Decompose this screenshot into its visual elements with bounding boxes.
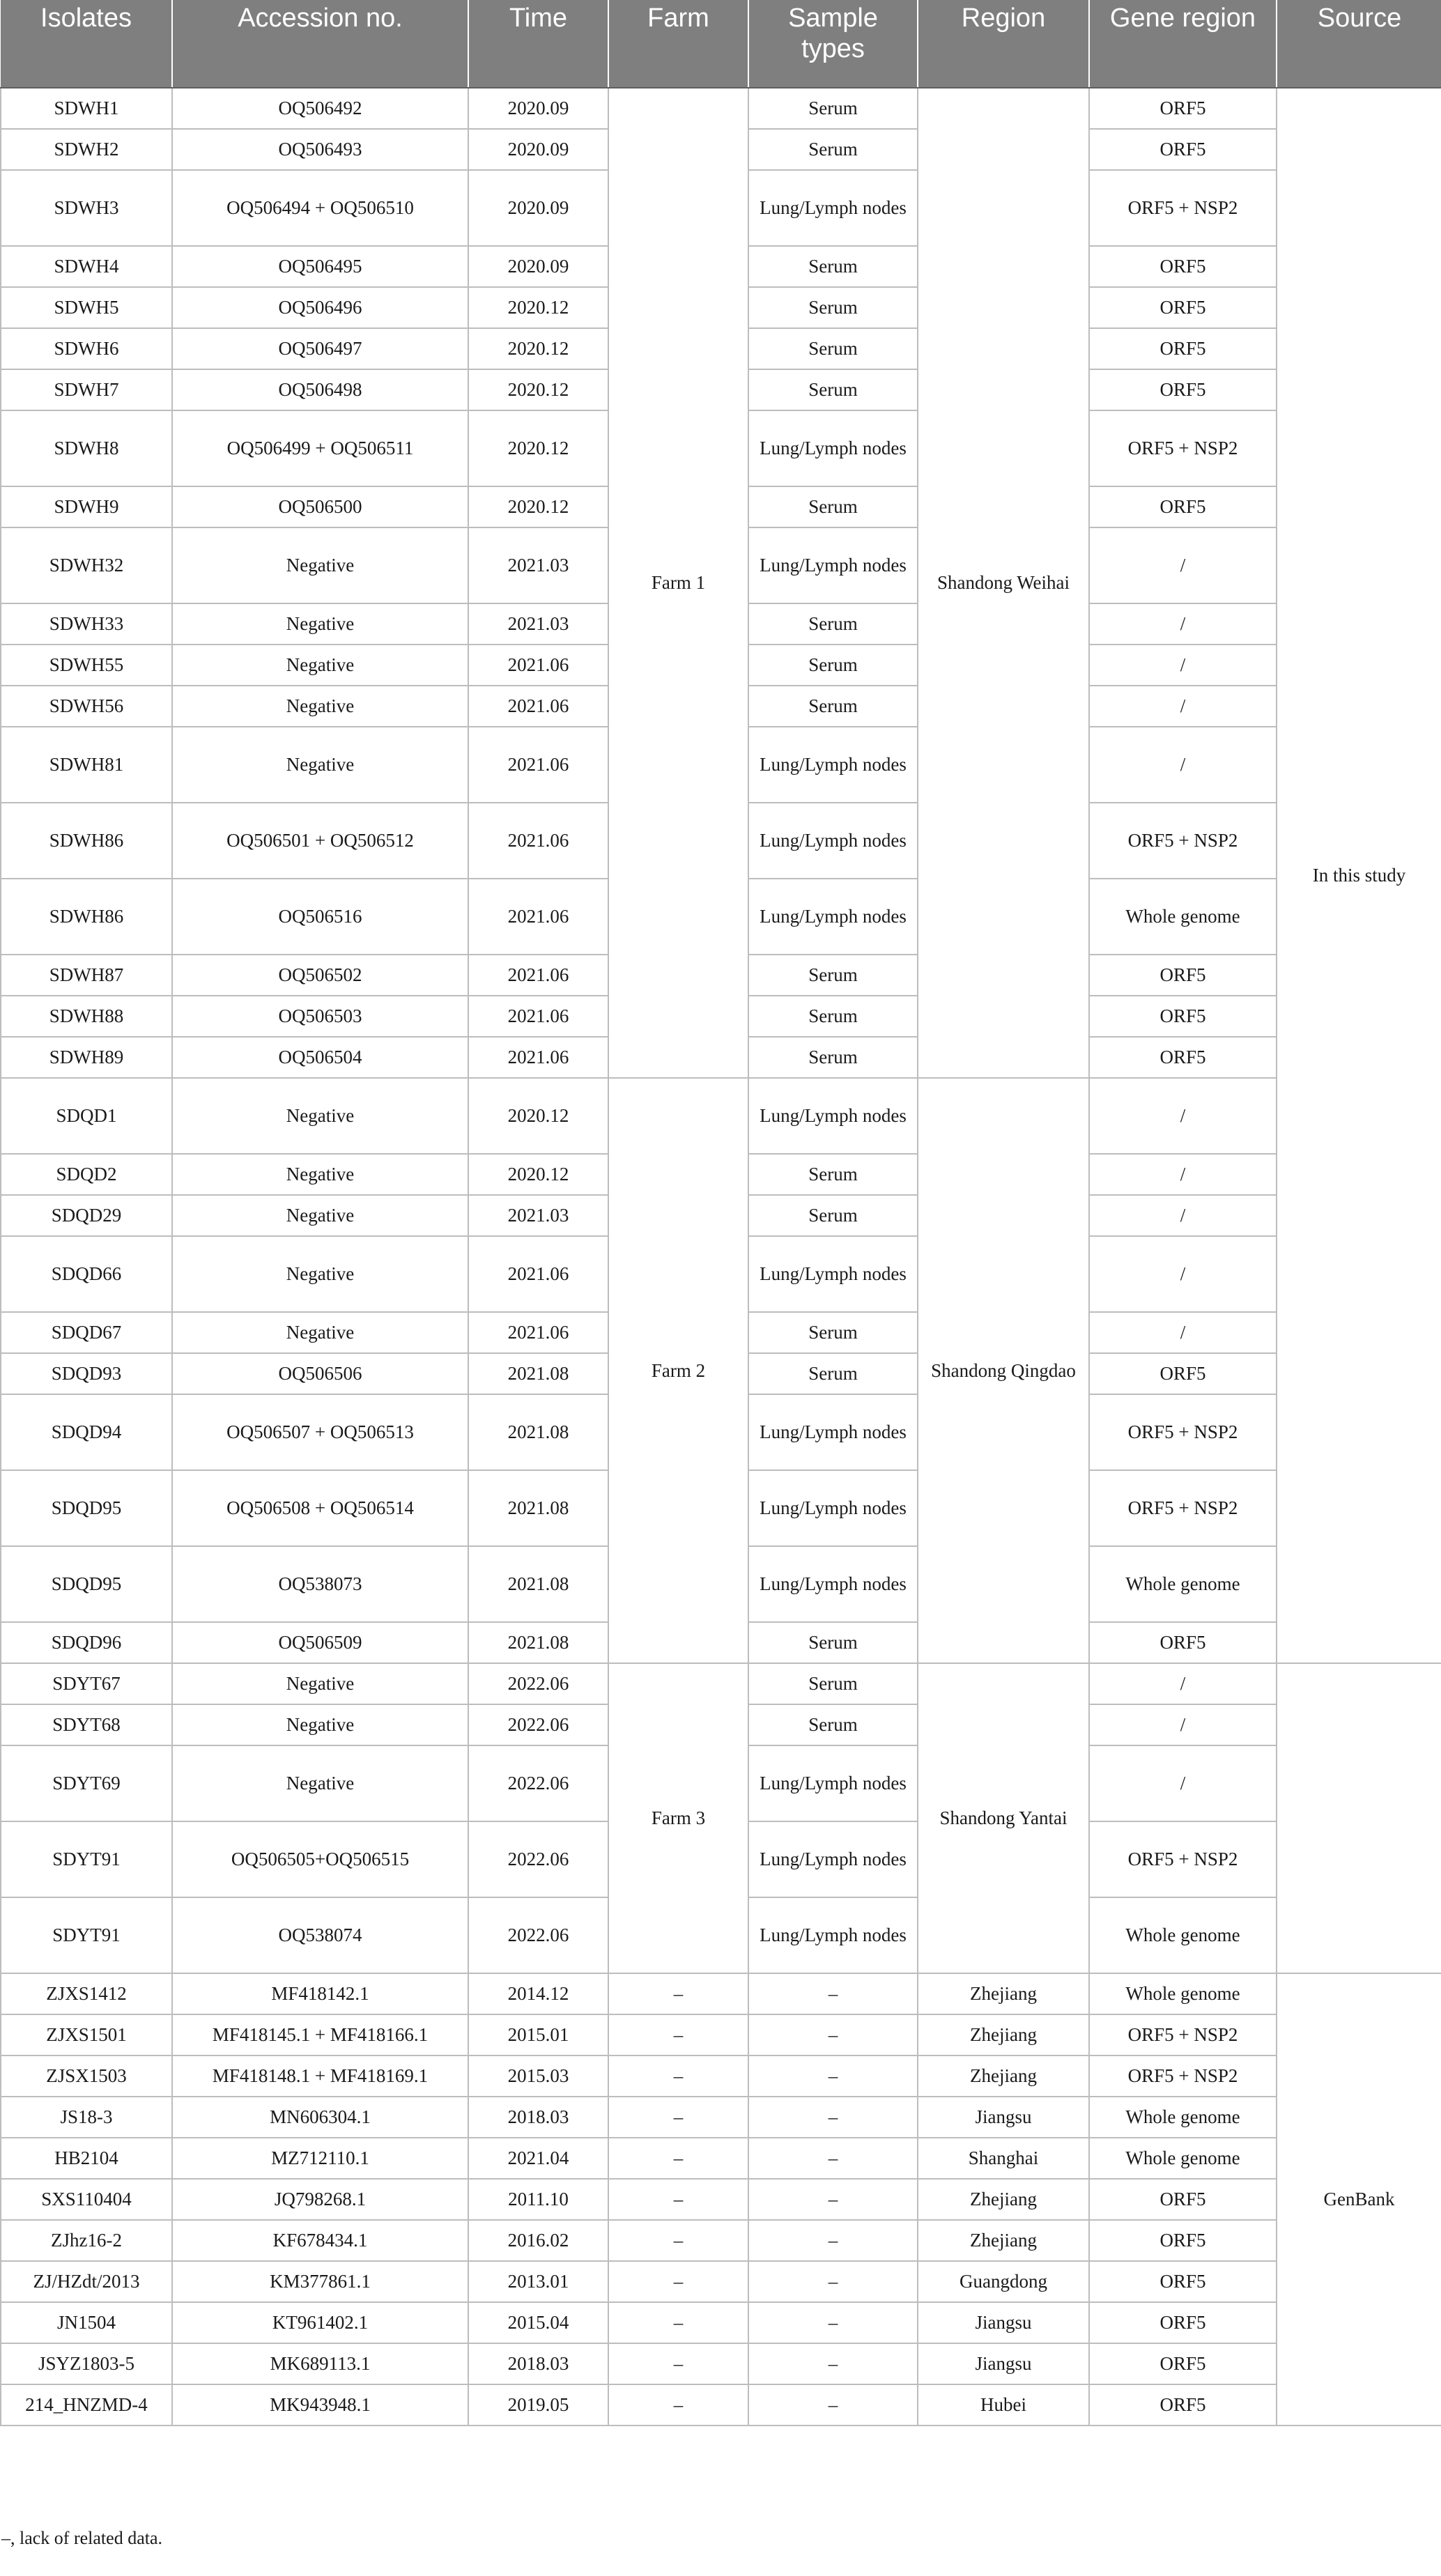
cell-sample-type: Serum	[748, 1154, 918, 1195]
table-row	[1, 2056, 1441, 2097]
cell-farm: –	[608, 2384, 748, 2425]
cell-time: 2015.01	[468, 2014, 608, 2056]
cell-region: Jiangsu	[918, 2343, 1089, 2384]
cell-gene-region: ORF5 + NSP2	[1089, 1821, 1277, 1897]
cell-farm: Farm 3	[608, 1663, 748, 1973]
cell-gene-region: /	[1089, 1745, 1277, 1821]
cell-gene-region: /	[1089, 727, 1277, 803]
cell-isolate: SDYT91	[1, 1897, 172, 1973]
cell-gene-region: ORF5	[1089, 2179, 1277, 2220]
cell-accession: OQ506500	[172, 486, 468, 527]
cell-gene-region: ORF5 + NSP2	[1089, 1470, 1277, 1546]
cell-region: Zhejiang	[918, 2056, 1089, 2097]
cell-isolate: SDQD93	[1, 1353, 172, 1394]
cell-region: Zhejiang	[918, 2220, 1089, 2261]
cell-isolate: SXS110404	[1, 2179, 172, 2220]
cell-isolate: SDQD94	[1, 1394, 172, 1470]
cell-accession: OQ538074	[172, 1897, 468, 1973]
cell-accession: Negative	[172, 1195, 468, 1236]
cell-accession: KF678434.1	[172, 2220, 468, 2261]
cell-time: 2021.06	[468, 1037, 608, 1078]
cell-isolate: SDQD66	[1, 1236, 172, 1312]
cell-time: 2018.03	[468, 2097, 608, 2138]
cell-sample-type: Serum	[748, 1195, 918, 1236]
cell-gene-region: ORF5	[1089, 955, 1277, 996]
cell-accession: KM377861.1	[172, 2261, 468, 2302]
table-row	[1, 1078, 1441, 1154]
cell-gene-region: Whole genome	[1089, 1546, 1277, 1622]
cell-time: 2021.08	[468, 1546, 608, 1622]
cell-time: 2021.08	[468, 1353, 608, 1394]
cell-sample-type: Lung/Lymph nodes	[748, 170, 918, 246]
cell-isolate: ZJ/HZdt/2013	[1, 2261, 172, 2302]
cell-accession: OQ506495	[172, 246, 468, 287]
cell-gene-region: ORF5	[1089, 1353, 1277, 1394]
cell-accession: OQ506501 + OQ506512	[172, 803, 468, 879]
cell-time: 2013.01	[468, 2261, 608, 2302]
cell-farm: –	[608, 2302, 748, 2343]
cell-region: Jiangsu	[918, 2097, 1089, 2138]
cell-gene-region: ORF5 + NSP2	[1089, 2056, 1277, 2097]
cell-isolate: SDWH33	[1, 603, 172, 645]
cell-sample-type: Serum	[748, 369, 918, 410]
cell-time: 2021.03	[468, 527, 608, 603]
cell-accession: Negative	[172, 1312, 468, 1353]
cell-sample-type: Lung/Lymph nodes	[748, 1745, 918, 1821]
header-row	[1, 0, 1441, 88]
cell-isolate: SDQD2	[1, 1154, 172, 1195]
cell-sample-type: Serum	[748, 996, 918, 1037]
cell-sample-type: Lung/Lymph nodes	[748, 410, 918, 486]
cell-gene-region: ORF5	[1089, 1622, 1277, 1663]
cell-gene-region: /	[1089, 686, 1277, 727]
cell-sample-type: Serum	[748, 955, 918, 996]
cell-accession: Negative	[172, 1663, 468, 1704]
cell-isolate: SDQD95	[1, 1546, 172, 1622]
cell-isolate: SDWH8	[1, 410, 172, 486]
cell-accession: OQ506496	[172, 287, 468, 328]
cell-farm: –	[608, 2343, 748, 2384]
cell-time: 2021.06	[468, 955, 608, 996]
cell-sample-type: Lung/Lymph nodes	[748, 803, 918, 879]
cell-isolate: JN1504	[1, 2302, 172, 2343]
cell-gene-region: Whole genome	[1089, 879, 1277, 955]
cell-gene-region: Whole genome	[1089, 1897, 1277, 1973]
cell-sample-type: Serum	[748, 603, 918, 645]
header-accession: Accession no.	[172, 0, 468, 88]
cell-accession: KT961402.1	[172, 2302, 468, 2343]
cell-isolate: SDWH55	[1, 645, 172, 686]
cell-sample-type: Lung/Lymph nodes	[748, 879, 918, 955]
cell-time: 2020.09	[468, 129, 608, 170]
cell-source: GenBank	[1277, 1973, 1441, 2425]
cell-isolate: ZJXS1501	[1, 2014, 172, 2056]
cell-accession: OQ506494 + OQ506510	[172, 170, 468, 246]
cell-isolate: SDWH89	[1, 1037, 172, 1078]
cell-sample-type: Serum	[748, 328, 918, 369]
cell-gene-region: /	[1089, 1154, 1277, 1195]
cell-sample-type: –	[748, 2056, 918, 2097]
cell-gene-region: ORF5 + NSP2	[1089, 1394, 1277, 1470]
cell-accession: Negative	[172, 527, 468, 603]
cell-source: In this study	[1277, 88, 1441, 1663]
cell-time: 2021.06	[468, 727, 608, 803]
table-row	[1, 2097, 1441, 2138]
cell-isolate: 214_HNZMD-4	[1, 2384, 172, 2425]
header-source: Source	[1277, 0, 1441, 88]
cell-region: Shandong Yantai	[918, 1663, 1089, 1973]
cell-gene-region: ORF5	[1089, 88, 1277, 129]
cell-gene-region: ORF5	[1089, 2343, 1277, 2384]
cell-gene-region: ORF5	[1089, 369, 1277, 410]
header-gene-region: Gene region	[1089, 0, 1277, 88]
cell-sample-type: Serum	[748, 1704, 918, 1745]
cell-sample-type: –	[748, 2302, 918, 2343]
cell-gene-region: ORF5	[1089, 328, 1277, 369]
cell-sample-type: Serum	[748, 1312, 918, 1353]
cell-gene-region: ORF5	[1089, 2261, 1277, 2302]
table-row	[1, 88, 1441, 129]
cell-isolate: SDWH4	[1, 246, 172, 287]
cell-sample-type: Lung/Lymph nodes	[748, 1470, 918, 1546]
cell-sample-type: Serum	[748, 486, 918, 527]
cell-region: Zhejiang	[918, 2179, 1089, 2220]
cell-accession: Negative	[172, 1154, 468, 1195]
cell-isolate: JSYZ1803-5	[1, 2343, 172, 2384]
cell-sample-type: Serum	[748, 1353, 918, 1394]
cell-time: 2020.09	[468, 88, 608, 129]
cell-accession: Negative	[172, 727, 468, 803]
cell-isolate: ZJSX1503	[1, 2056, 172, 2097]
cell-gene-region: /	[1089, 1663, 1277, 1704]
table-row	[1, 2302, 1441, 2343]
cell-isolate: SDWH88	[1, 996, 172, 1037]
cell-accession: MF418142.1	[172, 1973, 468, 2014]
cell-accession: OQ506497	[172, 328, 468, 369]
cell-sample-type: Serum	[748, 1663, 918, 1704]
cell-sample-type: Serum	[748, 129, 918, 170]
cell-time: 2020.12	[468, 486, 608, 527]
cell-gene-region: ORF5	[1089, 129, 1277, 170]
cell-isolate: SDQD67	[1, 1312, 172, 1353]
cell-time: 2022.06	[468, 1897, 608, 1973]
cell-time: 2015.03	[468, 2056, 608, 2097]
cell-gene-region: /	[1089, 1312, 1277, 1353]
cell-accession: OQ506506	[172, 1353, 468, 1394]
cell-accession: Negative	[172, 1745, 468, 1821]
cell-gene-region: Whole genome	[1089, 1973, 1277, 2014]
cell-gene-region: Whole genome	[1089, 2097, 1277, 2138]
cell-isolate: SDWH86	[1, 803, 172, 879]
cell-time: 2022.06	[468, 1821, 608, 1897]
cell-sample-type: Serum	[748, 246, 918, 287]
cell-time: 2021.06	[468, 1236, 608, 1312]
cell-accession: OQ506509	[172, 1622, 468, 1663]
cell-region: Zhejiang	[918, 2014, 1089, 2056]
cell-isolate: SDQD95	[1, 1470, 172, 1546]
cell-accession: Negative	[172, 603, 468, 645]
cell-isolate: ZJhz16-2	[1, 2220, 172, 2261]
cell-gene-region: ORF5 + NSP2	[1089, 2014, 1277, 2056]
cell-isolate: SDYT91	[1, 1821, 172, 1897]
cell-time: 2021.08	[468, 1394, 608, 1470]
table-row	[1, 2384, 1441, 2425]
header-isolates: Isolates	[1, 0, 172, 88]
cell-time: 2020.09	[468, 246, 608, 287]
cell-isolate: JS18-3	[1, 2097, 172, 2138]
cell-time: 2021.06	[468, 1312, 608, 1353]
cell-sample-type: –	[748, 2014, 918, 2056]
cell-accession: OQ506508 + OQ506514	[172, 1470, 468, 1546]
cell-farm: Farm 1	[608, 88, 748, 1078]
table-row	[1, 1663, 1441, 1704]
cell-isolate: SDWH86	[1, 879, 172, 955]
cell-time: 2020.12	[468, 1154, 608, 1195]
cell-region: Shanghai	[918, 2138, 1089, 2179]
cell-accession: OQ506502	[172, 955, 468, 996]
cell-accession: Negative	[172, 1236, 468, 1312]
cell-farm: –	[608, 2261, 748, 2302]
cell-sample-type: Serum	[748, 1622, 918, 1663]
cell-accession: Negative	[172, 645, 468, 686]
cell-gene-region: /	[1089, 1078, 1277, 1154]
header-farm: Farm	[608, 0, 748, 88]
cell-gene-region: /	[1089, 645, 1277, 686]
cell-time: 2021.08	[468, 1622, 608, 1663]
cell-isolate: SDWH1	[1, 88, 172, 129]
cell-sample-type: –	[748, 2261, 918, 2302]
cell-region: Hubei	[918, 2384, 1089, 2425]
cell-time: 2021.08	[468, 1470, 608, 1546]
header-sample-types: Sample types	[748, 0, 918, 88]
cell-region: Zhejiang	[918, 1973, 1089, 2014]
cell-sample-type: Serum	[748, 686, 918, 727]
cell-farm: –	[608, 2179, 748, 2220]
cell-sample-type: –	[748, 2138, 918, 2179]
cell-sample-type: –	[748, 1973, 918, 2014]
cell-accession: MN606304.1	[172, 2097, 468, 2138]
cell-time: 2021.06	[468, 645, 608, 686]
cell-time: 2015.04	[468, 2302, 608, 2343]
cell-sample-type: Serum	[748, 88, 918, 129]
cell-sample-type: Lung/Lymph nodes	[748, 1078, 918, 1154]
cell-time: 2021.06	[468, 686, 608, 727]
cell-accession: OQ506504	[172, 1037, 468, 1078]
table-row	[1, 2261, 1441, 2302]
cell-time: 2021.06	[468, 803, 608, 879]
cell-gene-region: ORF5	[1089, 246, 1277, 287]
cell-sample-type: –	[748, 2220, 918, 2261]
cell-accession: MK689113.1	[172, 2343, 468, 2384]
table-row	[1, 2138, 1441, 2179]
cell-isolate: SDWH9	[1, 486, 172, 527]
cell-sample-type: Lung/Lymph nodes	[748, 1546, 918, 1622]
cell-accession: MF418145.1 + MF418166.1	[172, 2014, 468, 2056]
cell-gene-region: /	[1089, 527, 1277, 603]
cell-gene-region: ORF5	[1089, 2220, 1277, 2261]
cell-sample-type: Serum	[748, 645, 918, 686]
cell-time: 2014.12	[468, 1973, 608, 2014]
cell-farm: –	[608, 2014, 748, 2056]
cell-isolate: SDWH32	[1, 527, 172, 603]
cell-gene-region: /	[1089, 1195, 1277, 1236]
cell-gene-region: /	[1089, 603, 1277, 645]
cell-gene-region: ORF5	[1089, 2384, 1277, 2425]
cell-isolate: SDWH87	[1, 955, 172, 996]
cell-isolate: SDYT69	[1, 1745, 172, 1821]
cell-time: 2019.05	[468, 2384, 608, 2425]
cell-accession: Negative	[172, 1078, 468, 1154]
cell-time: 2018.03	[468, 2343, 608, 2384]
cell-gene-region: ORF5 + NSP2	[1089, 803, 1277, 879]
header-region: Region	[918, 0, 1089, 88]
cell-region: Shandong Qingdao	[918, 1078, 1089, 1663]
cell-isolate: SDWH6	[1, 328, 172, 369]
table-row	[1, 2179, 1441, 2220]
cell-isolate: SDWH7	[1, 369, 172, 410]
cell-time: 2016.02	[468, 2220, 608, 2261]
cell-sample-type: –	[748, 2384, 918, 2425]
cell-accession: OQ506516	[172, 879, 468, 955]
cell-gene-region: ORF5	[1089, 2302, 1277, 2343]
table-row	[1, 2343, 1441, 2384]
cell-accession: OQ506492	[172, 88, 468, 129]
cell-time: 2021.06	[468, 996, 608, 1037]
cell-time: 2021.04	[468, 2138, 608, 2179]
table-row	[1, 1973, 1441, 2014]
cell-time: 2020.12	[468, 1078, 608, 1154]
cell-isolate: SDYT68	[1, 1704, 172, 1745]
cell-sample-type: –	[748, 2343, 918, 2384]
cell-gene-region: ORF5	[1089, 287, 1277, 328]
cell-gene-region: ORF5	[1089, 486, 1277, 527]
table-row	[1, 2014, 1441, 2056]
cell-gene-region: ORF5 + NSP2	[1089, 170, 1277, 246]
cell-accession: OQ538073	[172, 1546, 468, 1622]
cell-accession: JQ798268.1	[172, 2179, 468, 2220]
cell-time: 2020.12	[468, 410, 608, 486]
cell-time: 2011.10	[468, 2179, 608, 2220]
cell-accession: Negative	[172, 686, 468, 727]
cell-sample-type: Lung/Lymph nodes	[748, 727, 918, 803]
cell-accession: OQ506498	[172, 369, 468, 410]
cell-gene-region: /	[1089, 1704, 1277, 1745]
cell-time: 2020.12	[468, 287, 608, 328]
cell-sample-type: Lung/Lymph nodes	[748, 527, 918, 603]
cell-farm: –	[608, 1973, 748, 2014]
cell-gene-region: /	[1089, 1236, 1277, 1312]
cell-source-empty	[1277, 1663, 1441, 1973]
cell-accession: OQ506499 + OQ506511	[172, 410, 468, 486]
cell-gene-region: ORF5	[1089, 996, 1277, 1037]
table-body	[1, 88, 1441, 2425]
footnote: –, lack of related data.	[1, 2528, 162, 2548]
cell-region: Shandong Weihai	[918, 88, 1089, 1078]
cell-isolate: HB2104	[1, 2138, 172, 2179]
cell-isolate: SDWH2	[1, 129, 172, 170]
cell-accession: MZ712110.1	[172, 2138, 468, 2179]
cell-time: 2020.12	[468, 328, 608, 369]
cell-region: Jiangsu	[918, 2302, 1089, 2343]
cell-sample-type: Lung/Lymph nodes	[748, 1394, 918, 1470]
cell-isolate: SDWH56	[1, 686, 172, 727]
cell-time: 2022.06	[468, 1745, 608, 1821]
cell-accession: OQ506507 + OQ506513	[172, 1394, 468, 1470]
cell-isolate: SDQD1	[1, 1078, 172, 1154]
cell-sample-type: Lung/Lymph nodes	[748, 1897, 918, 1973]
cell-sample-type: Lung/Lymph nodes	[748, 1821, 918, 1897]
table-row	[1, 2220, 1441, 2261]
cell-sample-type: –	[748, 2097, 918, 2138]
cell-accession: Negative	[172, 1704, 468, 1745]
cell-accession: OQ506503	[172, 996, 468, 1037]
cell-farm: Farm 2	[608, 1078, 748, 1663]
cell-sample-type: Serum	[748, 1037, 918, 1078]
cell-accession: MK943948.1	[172, 2384, 468, 2425]
cell-isolate: SDWH5	[1, 287, 172, 328]
cell-region: Guangdong	[918, 2261, 1089, 2302]
cell-isolate: SDWH3	[1, 170, 172, 246]
cell-farm: –	[608, 2056, 748, 2097]
cell-time: 2022.06	[468, 1663, 608, 1704]
cell-sample-type: Lung/Lymph nodes	[748, 1236, 918, 1312]
cell-time: 2021.03	[468, 1195, 608, 1236]
cell-gene-region: ORF5 + NSP2	[1089, 410, 1277, 486]
cell-isolate: SDYT67	[1, 1663, 172, 1704]
cell-time: 2021.06	[468, 879, 608, 955]
cell-isolate: SDQD29	[1, 1195, 172, 1236]
cell-accession: OQ506505+OQ506515	[172, 1821, 468, 1897]
header-time: Time	[468, 0, 608, 88]
cell-sample-type: Serum	[748, 287, 918, 328]
cell-accession: MF418148.1 + MF418169.1	[172, 2056, 468, 2097]
cell-isolate: SDWH81	[1, 727, 172, 803]
cell-isolate: SDQD96	[1, 1622, 172, 1663]
cell-farm: –	[608, 2097, 748, 2138]
cell-time: 2021.03	[468, 603, 608, 645]
cell-isolate: ZJXS1412	[1, 1973, 172, 2014]
cell-sample-type: –	[748, 2179, 918, 2220]
cell-gene-region: Whole genome	[1089, 2138, 1277, 2179]
cell-time: 2020.09	[468, 170, 608, 246]
cell-farm: –	[608, 2138, 748, 2179]
cell-time: 2022.06	[468, 1704, 608, 1745]
cell-time: 2020.12	[468, 369, 608, 410]
cell-gene-region: ORF5	[1089, 1037, 1277, 1078]
cell-accession: OQ506493	[172, 129, 468, 170]
cell-farm: –	[608, 2220, 748, 2261]
